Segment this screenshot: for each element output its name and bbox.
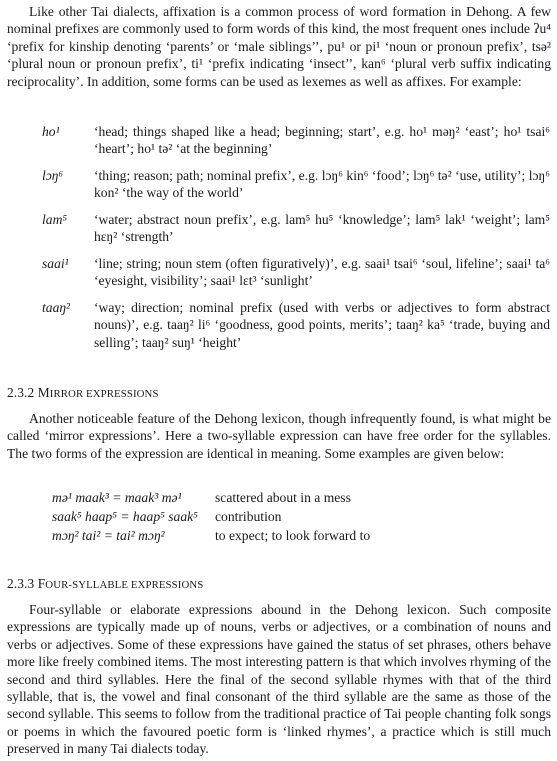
intro-paragraph: Like other Tai dialects, affixation is a common process of word formation in Dehong. A few nominal prefixes are commonly used to form words of this kind, the most frequent ones include ʔu⁴ ‘prefix for kinship denoting ‘parents’ or ‘male siblings’’, pu¹ or pi¹ ‘noun or pronoun prefix’, tsə² ‘plural noun or pronoun prefix’, ti¹ ‘prefix indicating ‘insect’’, kan⁶ ‘plural verb suffix indicating reciprocality’. In addition, some forms can be used as lexemes as well as affixes. For example: [7,4,551,89]
mirror-example-row [52,527,370,544]
section-number: 2.3.3 [7,576,35,591]
entry-definition: ‘way; direction; nominal prefix (used with verbs or adjectives to form abstract nouns)’, e.g. taaŋ² li⁶ ‘goodness, good points, merits’; taaŋ² ka⁵ ‘trade, buying and selling’; taaŋ² suŋ¹ ‘height’ [94,300,550,350]
mirror-expression: mə¹ maak³ = maak³ mə¹ [52,490,182,505]
lexeme-entry-lam [42,211,550,246]
entry-headword: taaŋ² [42,300,70,315]
section-title-rest: IRROR EXPRESSIONS [49,388,159,400]
entry-headword: ho¹ [42,124,60,139]
mirror-gloss: scattered about in a mess [215,490,351,505]
four-syllable-paragraph: Four-syllable or elaborate expressions abound in the Dehong lexicon. Such composite expressions are typically made up of nouns, verbs or adjectives, or a combination of nouns and verbs or adjectives. Some of these expressions have gained the status of set phrases, others behave more like freely combined items. The most interesting pattern is that which involves rhyming of the second and third syllables. Here the final of the second syllable rhymes with that of the third syllable, that is, the vowel and final consonant of the third syllable are the same as those of the second syllable. This seems to follow from the traditional practice of Tai people chanting folk songs or poems in which the favoured poetic form is ‘linked rhymes’, a practice which is still much preserved in many Tai dialects today. [7,602,551,757]
section-title-rest: OUR-SYLLABLE EXPRESSIONS [45,579,204,591]
section-heading-four-syllable [7,575,203,594]
entry-headword: lɔŋ⁶ [42,168,64,183]
four-syllable-paragraph-block [7,601,551,758]
intro-paragraph-block [7,3,551,90]
entry-headword: lam⁵ [42,212,68,227]
entry-definition: ‘line; string; noun stem (often figuratively)’, e.g. saai¹ tsai⁶ ‘soul, lifeline’; saai¹ ta⁶ ‘eyesight, visibility’; saai¹ lɛt³ ‘sunlight’ [94,256,550,289]
lexeme-entry-taang [42,299,550,351]
entry-definition: ‘thing; reason; path; nominal prefix’, e.g. lɔŋ⁶ kin⁶ ‘food’; lɔŋ⁶ tə² ‘use, utility’; lɔŋ⁶ kon² ‘the way of the world’ [94,168,550,201]
mirror-gloss: to expect; to look forward to [215,528,371,543]
mirror-example-row [52,489,351,506]
section-title-cap: M [37,385,50,400]
lexeme-entry-long [42,167,550,202]
entry-headword: saai¹ [42,256,69,271]
mirror-example-row [52,508,281,525]
entry-definition: ‘head; things shaped like a head; beginning; start’, e.g. ho¹ məŋ² ‘east’; ho¹ tsai⁶ ‘heart’; ho¹ tə² ‘at the beginning’ [94,124,550,157]
section-number: 2.3.2 [7,385,35,400]
lexeme-entry-saai [42,255,550,290]
lexeme-entry-ho [42,123,550,158]
section-heading-mirror [7,384,159,403]
mirror-paragraph-block [7,410,551,462]
section-title-cap: F [37,576,46,591]
mirror-expression: saak⁵ haap⁵ = haap⁵ saak⁵ [52,509,198,524]
mirror-expression: mɔŋ² tai² = tai² mɔŋ² [52,528,165,543]
entry-definition: ‘water; abstract noun prefix’, e.g. lam⁵ hu⁵ ‘knowledge’; lam⁵ lak¹ ‘weight’; lam⁵ hɛŋ² ‘strength’ [94,212,550,245]
mirror-gloss: contribution [215,509,282,524]
mirror-paragraph: Another noticeable feature of the Dehong lexicon, though infrequently found, is what might be called ‘mirror expressions’. Here a two-syllable expression can have free order for the syllables. The two forms of the expression are identical in meaning. Some examples are given below: [7,411,551,461]
